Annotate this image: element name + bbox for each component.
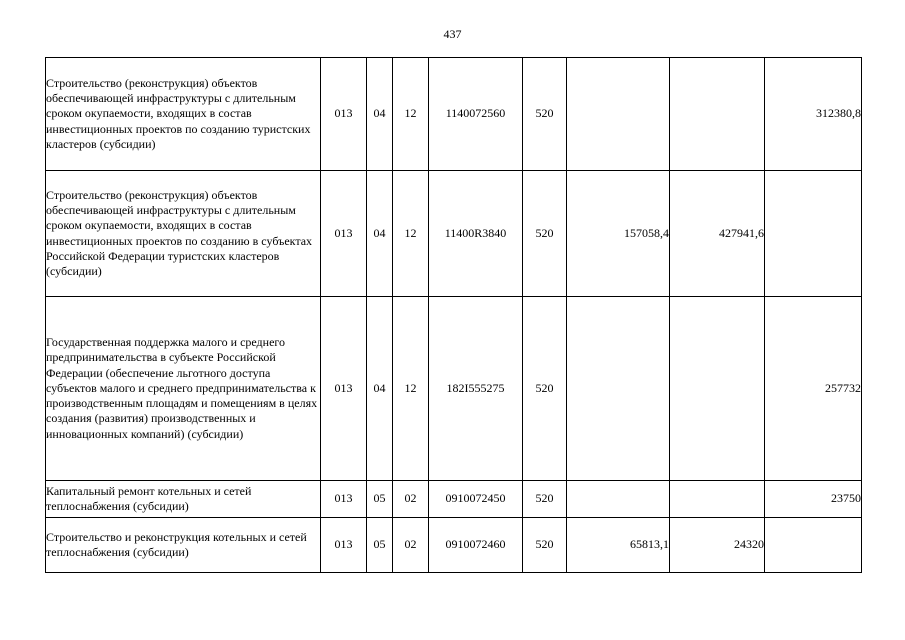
target-article-cell: 182I555275 — [429, 297, 523, 481]
amount-2-cell: 24320 — [670, 518, 765, 573]
ministry-code-cell: 013 — [321, 518, 367, 573]
ministry-code-cell: 013 — [321, 297, 367, 481]
amount-1-cell — [567, 481, 670, 518]
target-article-cell: 1140072560 — [429, 58, 523, 171]
table-row — [46, 58, 862, 171]
subsection-code-cell: 12 — [393, 58, 429, 171]
section-code-cell: 04 — [367, 58, 393, 171]
amount-1-cell: 157058,4 — [567, 171, 670, 297]
expense-type-cell: 520 — [523, 297, 567, 481]
row-name-cell: Капитальный ремонт котельных и сетей теплоснабжения (субсидии) — [46, 481, 321, 518]
expense-type-cell: 520 — [523, 481, 567, 518]
expense-type-cell: 520 — [523, 171, 567, 297]
table-row — [46, 297, 862, 481]
subsection-code-cell: 12 — [393, 297, 429, 481]
subsection-code-cell: 02 — [393, 518, 429, 573]
subsection-code-cell: 12 — [393, 171, 429, 297]
target-article-cell: 0910072460 — [429, 518, 523, 573]
table-row — [46, 481, 862, 518]
amount-3-cell: 312380,8 — [765, 58, 862, 171]
expense-type-cell: 520 — [523, 518, 567, 573]
row-name-cell: Государственная поддержка малого и среднего предпринимательства в субъекте Российской Федерации (обеспечение льготного доступа субъектов малого и среднего предпринимательства к производственным площадям и помещениям в целях создания (развития) производственных и инновационных компаний) (субсидии) — [46, 297, 321, 481]
expense-type-cell: 520 — [523, 58, 567, 171]
amount-3-cell: 23750 — [765, 481, 862, 518]
section-code-cell: 05 — [367, 518, 393, 573]
table-row — [46, 518, 862, 573]
row-name-cell: Строительство и реконструкция котельных и сетей теплоснабжения (субсидии) — [46, 518, 321, 573]
target-article-cell: 11400R3840 — [429, 171, 523, 297]
amount-1-cell — [567, 58, 670, 171]
amount-2-cell — [670, 297, 765, 481]
ministry-code-cell: 013 — [321, 171, 367, 297]
table-row — [46, 171, 862, 297]
row-name-cell: Строительство (реконструкция) объектов обеспечивающей инфраструктуры с длительным сроком окупаемости, входящих в состав инвестиционных проектов по созданию в субъектах Российской Федерации туристских кластеров (субсидии) — [46, 171, 321, 297]
ministry-code-cell: 013 — [321, 481, 367, 518]
row-name-cell: Строительство (реконструкция) объектов обеспечивающей инфраструктуры с длительным сроком окупаемости, входящих в состав инвестиционных проектов по созданию туристских кластеров (субсидии) — [46, 58, 321, 171]
subsection-code-cell: 02 — [393, 481, 429, 518]
amount-2-cell — [670, 58, 765, 171]
amount-1-cell: 65813,1 — [567, 518, 670, 573]
amount-3-cell — [765, 171, 862, 297]
page-number: 437 — [443, 27, 462, 41]
section-code-cell: 04 — [367, 171, 393, 297]
target-article-cell: 0910072450 — [429, 481, 523, 518]
amount-1-cell — [567, 297, 670, 481]
amount-3-cell: 257732 — [765, 297, 862, 481]
ministry-code-cell: 013 — [321, 58, 367, 171]
section-code-cell: 04 — [367, 297, 393, 481]
section-code-cell: 05 — [367, 481, 393, 518]
amount-3-cell — [765, 518, 862, 573]
budget-table — [45, 57, 862, 573]
amount-2-cell — [670, 481, 765, 518]
amount-2-cell: 427941,6 — [670, 171, 765, 297]
